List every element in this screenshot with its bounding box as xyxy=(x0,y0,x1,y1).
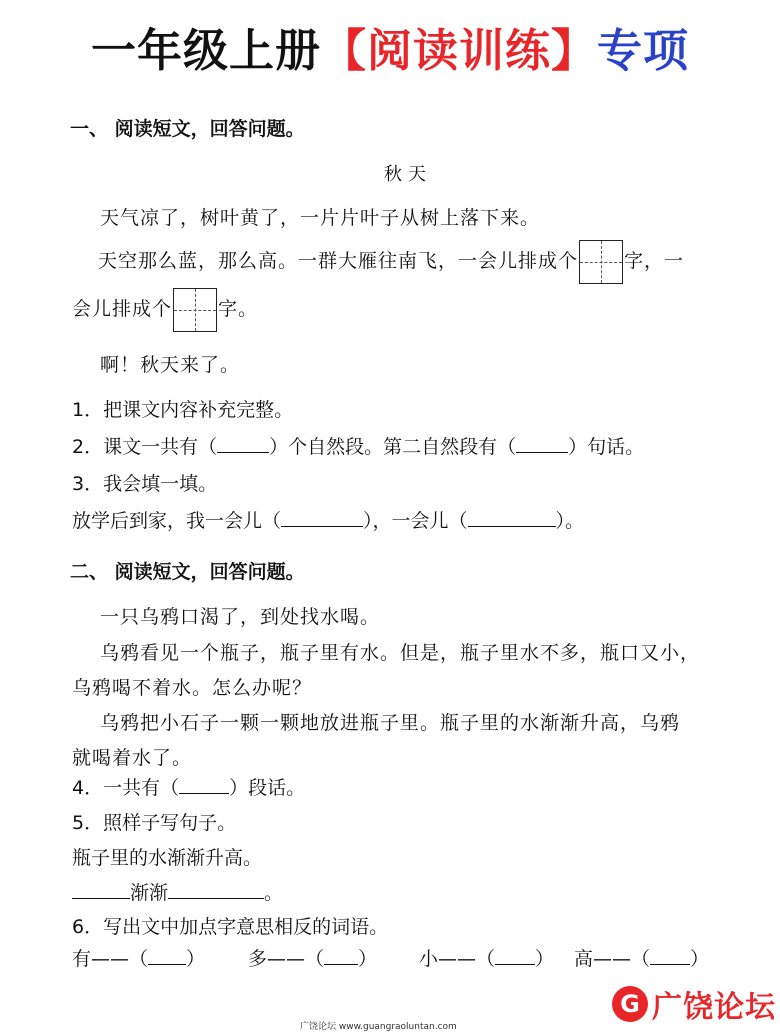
q6-item-duo xyxy=(248,944,377,971)
q4-blank[interactable] xyxy=(179,775,229,794)
footer-site-text: 广饶论坛 www.guangraoluntan.com xyxy=(300,1022,457,1032)
q4-text-a: 4．一共有（ xyxy=(72,777,180,799)
q5-blank-1[interactable] xyxy=(72,880,130,899)
story-para-2-line1 xyxy=(98,240,684,284)
crow-para-2-line2: 乌鸦喝不着水。怎么办呢？ xyxy=(72,677,313,699)
para2-text-b: 字，一 xyxy=(624,250,685,272)
q4-text-b: ）段话。 xyxy=(229,777,306,799)
q6-item-label: 小——（ xyxy=(419,948,496,970)
q6-blank-4[interactable] xyxy=(650,946,690,965)
q6-item-gao xyxy=(574,944,709,971)
question-3-fill-line xyxy=(72,506,584,533)
q3-blank-2[interactable] xyxy=(468,508,556,527)
q6-close-paren: ） xyxy=(186,948,206,970)
story-para-3: 啊！秋天来了。 xyxy=(100,354,241,376)
para2-text-d: 字。 xyxy=(218,298,259,320)
question-5: 5．照样子写句子。 xyxy=(72,812,237,834)
section2-heading: 二、 阅读短文，回答问题。 xyxy=(70,561,305,583)
q2-text-a: 2．课文一共有（ xyxy=(72,436,218,458)
q6-close-paren: ） xyxy=(535,948,555,970)
question-5-example: 瓶子里的水渐渐升高。 xyxy=(72,847,263,869)
q6-item-you xyxy=(72,944,205,971)
q3-text-a: 放学后到家，我一会儿（ xyxy=(72,510,282,532)
logo-icon: G xyxy=(612,986,648,1022)
q3-blank-1[interactable] xyxy=(281,508,363,527)
q6-item-label: 多——（ xyxy=(248,948,325,970)
q5-blank-2[interactable] xyxy=(168,880,264,899)
q5-text-mid: 渐渐 xyxy=(130,882,169,904)
story-title: 秋天 xyxy=(384,164,432,185)
q2-blank-sentences[interactable] xyxy=(516,434,568,453)
page-title xyxy=(0,14,780,79)
q3-text-b: ），一会儿（ xyxy=(363,510,468,532)
q2-text-b: ）个自然段。第二自然段有（ xyxy=(269,436,517,458)
q6-item-xiao xyxy=(419,944,554,971)
question-2 xyxy=(72,432,644,459)
q2-blank-paragraphs[interactable] xyxy=(217,434,269,453)
q6-blank-3[interactable] xyxy=(495,946,535,965)
question-4 xyxy=(72,773,305,800)
q6-blank-2[interactable] xyxy=(324,946,358,965)
q6-item-label: 有——（ xyxy=(72,948,149,970)
q6-close-paren: ） xyxy=(690,948,710,970)
para2-text-a: 天空那么蓝，那么高。一群大雁往南飞，一会儿排成个 xyxy=(98,250,579,272)
q5-text-end: 。 xyxy=(264,882,284,904)
tian-grid-box-2[interactable] xyxy=(173,288,217,332)
crow-para-3-line2: 就喝着水了。 xyxy=(72,747,193,769)
title-grade: 一年级上册 xyxy=(90,24,321,77)
title-reading-training: 【阅读训练】 xyxy=(320,24,597,77)
crow-para-3-line1: 乌鸦把小石子一颗一颗地放进瓶子里。瓶子里的水渐渐升高，乌鸦 xyxy=(100,712,681,734)
q2-text-c: ）句话。 xyxy=(568,436,645,458)
crow-para-1: 一只乌鸦口渴了，到处找水喝。 xyxy=(100,606,381,628)
q3-text-c: ）。 xyxy=(555,510,585,532)
title-special: 专项 xyxy=(597,24,690,77)
section1-heading: 一、 阅读短文，回答问题。 xyxy=(70,118,305,140)
tian-grid-box-1[interactable] xyxy=(579,240,623,284)
logo-text: 广饶论坛 xyxy=(652,990,776,1025)
question-5-fill-line xyxy=(72,878,283,905)
q6-item-label: 高——（ xyxy=(574,948,651,970)
question-6: 6．写出文中加点字意思相反的词语。 xyxy=(72,916,389,938)
crow-para-2-line1: 乌鸦看见一个瓶子，瓶子里有水。但是，瓶子里水不多，瓶口又小， xyxy=(100,642,701,664)
q6-blank-1[interactable] xyxy=(148,946,186,965)
q6-close-paren: ） xyxy=(358,948,378,970)
story-para-2-line2 xyxy=(72,288,258,332)
story-para-1: 天气凉了，树叶黄了，一片片叶子从树上落下来。 xyxy=(100,207,541,229)
question-3: 3．我会填一填。 xyxy=(72,473,218,495)
para2-text-c: 会儿排成个 xyxy=(72,298,173,320)
watermark-logo xyxy=(612,984,776,1024)
question-1: 1．把课文内容补充完整。 xyxy=(72,399,294,421)
